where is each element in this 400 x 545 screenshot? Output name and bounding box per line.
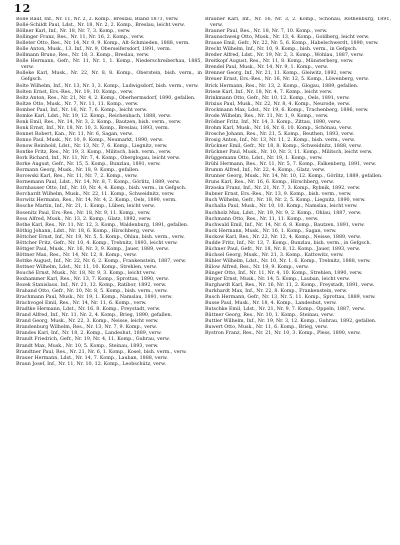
list-entry: Breder Alfred, Ldst., Nr. 19, Nr. 2, 3. Komp., Wohlau, 1887, verw. [205,53,364,59]
list-entry: Bülow Alfred, Res., Nr. 19, 9. Komp., verw. [205,264,309,270]
list-entry: Brenner Georg, Inf., Nr. 21, 11. Komp., Gleiwitz, 1892, verw. [205,71,353,77]
list-entry: Boxhammer Karl, Res., Nr. 13, 7. Komp., Sprottau, 1890, verw. [16,277,169,283]
list-entry: Büchsel Georg, Musk., Nr. 21, 3. Komp., Kattowitz, verw. [205,252,344,258]
list-entry: Bolte Wilhelm, Inf., Nr. 13, Nr. 3, 3. Komp., Ludwigsdorf, bish. verm., verw. [16,83,199,89]
list-entry: Bollmann Bruno, Res., Nr. 18, 3. Komp., Breslau, verw. [16,53,150,59]
list-entry: Bonno Paul, Musk., Nr. 10, 9. Komp., Neumarkt, 1890, verw. [16,137,164,143]
list-entry: Borchardt Wilhelm, Musk., Nr. 22, 11. Komp., Schweidnitz, verw. [16,192,175,198]
list-entry: Brick Hermann, Res., Nr. 13, 2. Komp., Glogau, 1889, gefallen. [205,83,359,89]
list-entry: Büchner Paul, Gefr., Nr. 18, Nr. 8, 12. Komp., Jauer, 1893, verw. [205,246,361,252]
list-entry: Brüggemann Otto, Ldst., Nr. 19, 1. Komp., verw. [205,156,323,162]
list-entry: Bottner Wilhelm, Ldst., Nr. 11, 10. Komp., Strehlen, verw. [16,264,157,270]
list-entry: Bühler Wilhelm, Ldst., Nr. 10, Nr. 1, 6. Komp., Trebnitz, 1888, verw. [205,258,371,264]
list-entry: Boltz Anton, Res., Nr. 21, Nr. 4, 2. Komp., Oberhermsdorf, 1890, gefallen. [16,95,196,101]
list-entry: Böthig Johann, Ldst., Nr. 18, 6. Komp., Hirschberg, verw. [16,228,156,234]
list-entry: Brauner Paul, Res., Nr. 18, Nr. 7, 10. Komp., verw. [205,29,328,35]
list-entry: Brandt Max, Musk., Nr. 10, 5. Komp., Steinau, 1893, verw. [16,343,159,349]
list-entry: Bormann Georg, Musk., Nr. 18, 9. Komp., gefallen. [16,168,140,174]
list-entry: Bolleke Karl, Musk., Nr. 22, Nr. 8, 8. Komp., Oberstein, bish. verm., in Gefgsch. [16,71,202,83]
list-entry: Brandenburg Wilhelm, Res., Nr. 13, Nr. 7, 9. Komp., verw. [16,325,158,331]
list-entry: Bubner Ernst, Ers.-Res., Nr. 13, 9. Komp., bish. verm., verw. [205,192,352,198]
list-entry: Bonk Ernst, Inf., Nr. 18, Nr. 10, 3. Komp., Breslau, 1893, verm. [16,125,170,131]
list-entry: Brandt Friedrich, Gefr., Nr. 19, Nr. 4, 11. Komp., Guhrau, verw. [16,337,170,343]
list-entry: Büttner Georg, Res., Nr. 10, 1. Komp., Steinau, verw. [205,313,335,319]
list-entry: Bruns Karl, Res., Nr. 16, 6. Komp., Hirschberg, verw. [205,180,335,186]
list-entry: Bornhauser Otto, Inf., Nr. 10, Nr. 4, 4. Komp., bish. verm., in Gefgsch. [16,186,187,192]
list-entry: Brühl Hermann, Res., Nr. 11, Nr. 5, 7. Komp., Falkenberg, 1891, verw. [205,162,377,168]
list-entry: Böllner Karl, Inf., Nr. 18, Nr. 7, 3. Komp., verw. [16,29,131,35]
list-entry: Bozek Stanislaus, Inf., Nr. 21, 12. Komp., Ratibor, 1892, verw. [16,283,167,289]
list-entry: Buchalla Paul, Musk., Nr. 10, 10. Komp., Namslau, leicht verw. [205,204,358,210]
list-entry: Bolle Rauf, Inf., Nr. 11, Nr. 2, 2. Komp., Breslau, Bland 1871, verw. [16,17,179,22]
list-entry: Bosenitz Paul, Ers.-Res., Nr. 18, Nr. 9, 11. Komp., verw. [16,210,151,216]
list-entry: Böttger Paul, Musk., Nr. 16, Nr. 3, 9. Komp., Jauer, 1889, verw. [16,246,170,252]
list-entry: Boss Alfred, Musk., Nr. 13, 2. Komp., Glatz, 1892, verw. [16,216,152,222]
list-entry: Bontke Fritz, Res., Nr. 19, 3. Komp., Militsch, bish. verm., verw. [16,150,172,156]
list-entry: Boltze Otto, Musk., Nr. 7, Nr. 11, 11. Komp., verw. [16,101,139,107]
list-entry: Bollé-Schildt Paul, Ldst., Nr. 18, Nr. 2, 2. Komp., Breslau, leicht verw. [16,23,185,29]
list-entry: Brandtner Paul, Res., Nr. 21, Nr. 6, 1. Komp., Kosel, bish. verm., verw. [16,349,187,355]
list-entry: Bolle Hermann, Gefr., Nr. 11, Nr. 1, 1. Komp., Niederschreiberhau, 1885, verw. [16,59,202,71]
list-entry: Braband Otto, Gefr., Nr. 10, Nr. 8, 5. Komp., bish. verm., verw. [16,289,168,295]
list-entry: Breuer Ernst, Ers.-Res., Nr. 16, Nr. 12, 5. Komp., Löwenberg, verw. [205,77,369,83]
list-entry: Buck Hermann, Musk., Nr. 16, 1. Komp., Sagan, verw. [205,228,337,234]
list-entry: Brzoska Franz, Inf., Nr. 21, Nr. 7, 3. Komp., Rybnik, 1892, verw. [205,186,361,192]
list-entry: Brohm Karl, Musk., Nr. 16, Nr. 6, 10. Komp., Schönau, verw. [205,125,353,131]
list-entry: Brosche Johann, Res., Nr. 21, 5. Komp., Beuthen, 1893, verw. [205,131,355,137]
list-entry: Briese Karl, Inf., Nr. 18, Nr. 4, 7. Komp., leicht verw. [205,89,333,95]
list-entry: Brecht Wilhelm, Inf., Nr. 10, 9. Komp., bish. verm., in Gefgsch. [205,47,358,53]
list-entry: Brückner Paul, Musk., Nr. 10, Nr. 3, 11. Komp., Militsch, leicht verw. [205,150,373,156]
list-entry: Bornemann Paul, Ldst., Nr. 14, Nr. 8, 7. Komp., Görlitz, 1889, verw. [16,180,181,186]
list-entry: Bomber Paul, Inf., Nr. 16, Nr. 7, 6. Komp., leicht verw. [16,107,148,113]
list-entry: Brendel Paul, Musk., Nr. 14, Nr. 9, 1. Komp., verw. [205,65,329,71]
list-entry: Borwitz Hermann, Res., Nr. 14, Nr. 4, 2. Komp., Oels, 1890, verm. [16,198,177,204]
list-entry: Bouché Ernst, Musk., Nr. 18, Nr. 9, 3. Komp., leicht verw. [16,270,156,276]
list-entry: Bystron Franz, Res., Nr. 21, Nr. 10, 3. Komp., Pless, 1890, verw. [205,331,361,337]
list-entry: Bothe Karl, Res., Nr. 11, Nr. 12, 3. Komp., Waldenburg, 1891, gefallen. [16,222,189,228]
list-entry: Burghardt Karl, Res., Nr. 16, Nr. 11, 2. Komp., Freystadt, 1891, verw. [205,283,375,289]
list-entry: Brause Emil, Gefr., Nr. 22, Nr. 5, 6. Komp., Habelschwerdt, 1890, verw. [205,41,379,47]
list-entry: Butschke Emil, Ldst., Nr. 21, Nr. 9, 7. Komp., Oppeln, 1887, verw. [205,307,366,313]
list-entry: Bolleter Otto, Res., Nr. 14, Nr. 9, 9. Komp., Alt-Schmieden, 1888, verm. [16,41,190,47]
list-entry: Bolle Anton, Musk., 13. Inf., Nr. 9, Oberseifersdorf, 1891, verm. [16,47,172,53]
list-entry: Burkhardt Max, Inf., Nr. 22, 8. Komp., Frankenstein, verw. [205,289,348,295]
right-column [205,17,391,539]
list-entry: Brumm Alfred, Inf., Nr. 22, 4. Komp., Glatz, verw. [205,168,326,174]
list-entry: Bomke Karl, Ldst., Nr. 19, 12. Komp., Reichenbach, 1888, verw. [16,113,172,119]
list-entry: Bradtke Hermann, Ldst., Nr. 16, 8. Komp., Freystadt, verw. [16,307,161,313]
list-entry: Breitkopf August, Res., Nr. 11, 8. Komp., Münsterberg, verw. [205,59,354,65]
list-entry: Buch Wilhelm, Gefr., Nr. 18, Nr. 2, 5. Komp., Liegnitz, 1890, verw. [205,198,366,204]
list-entry: Bonow Reinhold, Ldst., Nr. 13, Nr. 7, 6. Komp., Liegnitz, verw. [16,143,168,149]
list-entry: Böttner Max, Res., Nr. 14, Nr. 12, 8. Komp., verw. [16,252,137,258]
list-entry: Brinkmann Otto, Gefr., Nr. 10, 12. Komp., Oels, 1891, verw. [205,95,350,101]
list-entry: Brosig Anton, Inf., Nr. 13, Nr. 11, 2. Komp., bish. verm., verw. [205,137,356,143]
list-entry: Bonnet Robert, Kan., Nr. 11, Nr. 6, Sagan, verw. [16,131,134,137]
list-entry: Bonk Emil, Res., Nr. 14, Nr. 3, 2. Komp., Bautzen, bish. verm., verw. [16,119,182,125]
list-entry: Brachvogel Emil, Res., Nr. 14, Nr. 11, 6. Komp., verw. [16,301,147,307]
list-entry: Buchwald Emil, Inf., Nr. 14, Nr. 6, 8. Komp., Bautzen, 1891, verw. [205,222,365,228]
list-entry: Brauer Hermann, Ldst., Nr. 14, 7. Komp., Lauban, 1888, verw. [16,355,168,361]
list-entry: Braunschweig Otto, Musk., Nr. 13, 4. Komp., Goldberg, leicht verw. [205,35,370,41]
list-entry: Buwert Otto, Musk., Nr. 11, 6. Komp., Brieg, verw. [205,325,328,331]
list-entry: Buchholz Max, Ldst., Nr. 19, Nr. 9, 2. Komp., Ohlau, 1887, verw. [205,210,362,216]
list-entry: Brödner Fritz, Inf., Nr. 14, 3. Komp., Zittau, 1890, verw. [205,119,342,125]
list-entry: Borowski Karl, Res., Nr. 11, Nr. 7, 2. Komp., verw. [16,174,138,180]
list-entry: Busch Hermann, Gefr., Nr. 13, Nr. 5, 11. Komp., Sprottau, 1889, verw. [205,295,376,301]
list-entry: Buchmann Otto, Res., Nr. 11, 11. Komp., verw. [205,216,319,222]
list-entry: Bollinger Franz, Res., Nr. 11, Nr. 16, 2. Komp., verw. [16,35,145,41]
list-entry: Buttler Wilhelm, Inf., Nr. 19, Nr. 3, 12. Komp., Guhrau, 1892, gefallen. [205,319,377,325]
list-entry: Böttcher Ernst, Inf., Nr. 19, Nr. 5, 5. Komp., Ohlau, bish. verm., verw. [16,234,185,240]
list-entry: Borke August, Gefr., Nr. 15, 5. Komp., Bunzlau, 1891, verw. [16,162,161,168]
list-entry: Brockmann Max, Ldst., Nr. 19, 6. Komp., Trachenberg, 1886, verw. [205,107,369,113]
left-column [16,17,202,539]
list-entry: Braun Josef, Inf., Nr. 11, Nr. 10, 12. Komp., Leobschütz, verw. [16,361,167,367]
list-entry: Brauner Karl, Inf., Nr. 16, Nr. 3, 2. Komp., Schönau, Rothenburg, 1891, verw. [205,17,391,29]
list-entry: Bosche Martin, Inf., Nr. 21, 1. Komp., Lüben, leicht verw. [16,204,156,210]
list-entry: Böttcher Fritz, Gefr., Nr. 10, 4. Komp., Trebnitz, 1893, leicht verw. [16,240,178,246]
list-entry: Bolten Ernst, Ers.-Res., Nr. 19, 10. Komp., verw. [16,89,134,95]
page-number: 12 [14,2,32,15]
list-entry: Brachmann Paul, Musk., Nr. 19, 1. Komp., Namslau, 1891, verw. [16,295,173,301]
list-entry: Buckow Karl, Res., Nr. 22, Nr. 12, 4. Komp., Neisse, 1889, verw. [205,234,362,240]
list-entry: Brand Alfred, Inf., Nr. 11, Nr. 2, 4. Komp., Brieg, 1890, gefallen. [16,313,173,319]
list-entry: Brandes Karl, Inf., Nr. 18, 2. Komp., Landeshut, 1889, verw. [16,331,162,337]
list-entry: Brand Georg, Musk., Nr. 22, 3. Komp., Neisse, leicht verw. [16,319,159,325]
list-entry: Brunner Georg, Musk., Nr. 14, Nr. 10, 12. Komp., Görlitz, 1889, gefallen. [205,174,383,180]
list-entry: Bork Richard, Inf., Nr. 11, Nr. 7, 4. Komp., Oberglogau, leicht verw. [16,156,181,162]
list-entry: Bürger Ernst, Musk., Nr. 14, 5. Komp., Lauban, leicht verw. [205,277,350,283]
list-entry: Bünger Otto, Inf., Nr. 11, Nr. 4, 10. Komp., Strehlen, 1890, verw. [205,270,363,276]
list-entry: Budde Fritz, Inf., Nr. 13, 7. Komp., Bunzlau, bish. verm., in Gefgsch. [205,240,372,246]
list-entry: Brückner Emil, Gefr., Nr. 18, 8. Komp., Schweidnitz, 1888, verw. [205,143,362,149]
list-entry: Busse Paul, Musk., Nr. 18, 4. Komp., Landeshut, verw. [205,301,337,307]
list-entry: Brixius Paul, Musk., Nr. 22, Nr. 8, 4. Komp., Neurode, verw. [205,101,351,107]
list-entry: Bottke August, Inf., Nr. 22, Nr. 6, 2. Komp., Frankenstein, 1887, verw. [16,258,187,264]
list-entry: Brode Wilhelm, Res., Nr. 11, Nr. 1, 9. Komp., verw. [205,113,329,119]
